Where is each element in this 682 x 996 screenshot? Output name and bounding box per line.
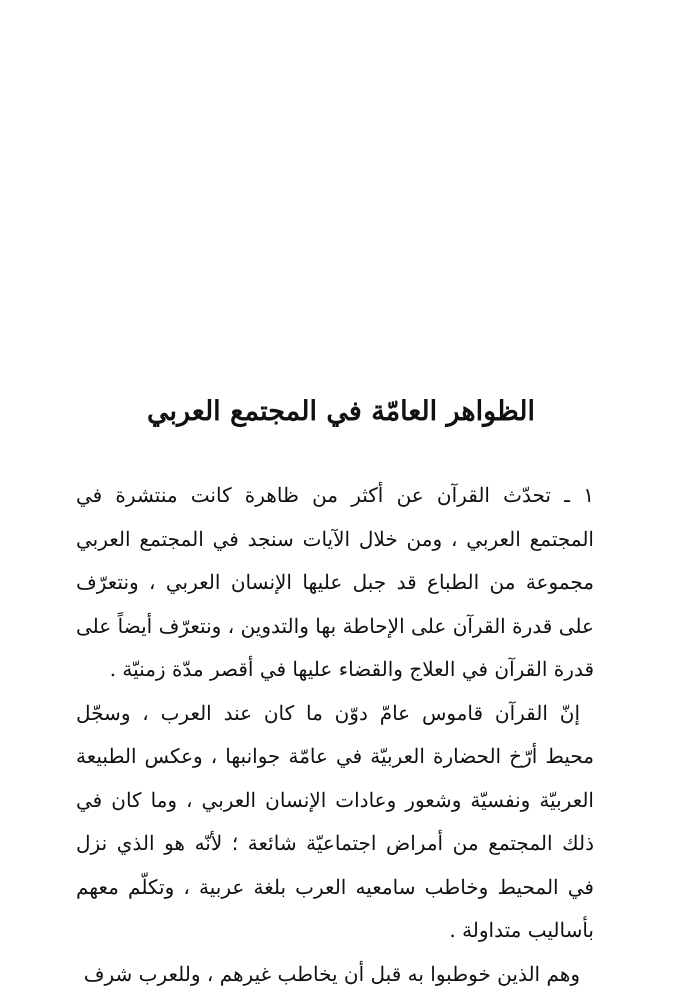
paragraph-1: ١ ـ تحدّث القرآن عن أكثر من ظاهرة كانت منتشرة في المجتمع العربي ، ومن خلال الآيات سنجد في المجتمع العربي مجموعة من الطباع قد جبل عليها الإنسان العربي ، ونتعرّف على قدرة القرآن على الإحاطة بها والتدوين ، ونتعرّف أيضاً على قدرة القرآن في العلاج والقضاء عليها في أقصر مدّة زمنيّة . xyxy=(76,474,594,692)
paragraph-2: إنّ القرآن قاموس عامّ دوّن ما كان عند العرب ، وسجّل محيط أرّخ الحضارة العربيّة في عامّة جوانبها ، وعكس الطبيعة العربيّة ونفسيّة وشعور وعادات الإنسان العربي ، وما كان في ذلك المجتمع من أمراض اجتماعيّة شائعة ؛ لأنّه هو الذي نزل في المحيط وخاطب سامعيه العرب بلغة عربية ، وتكلّم معهم بأساليب متداولة . xyxy=(76,692,594,953)
paragraph-3: وهم الذين خوطبوا به قبل أن يخاطب غيرهم ، وللعرب شرف xyxy=(76,953,594,996)
body-text xyxy=(76,474,594,996)
chapter-title: الظواهر العامّة في المجتمع العربي xyxy=(60,388,622,436)
